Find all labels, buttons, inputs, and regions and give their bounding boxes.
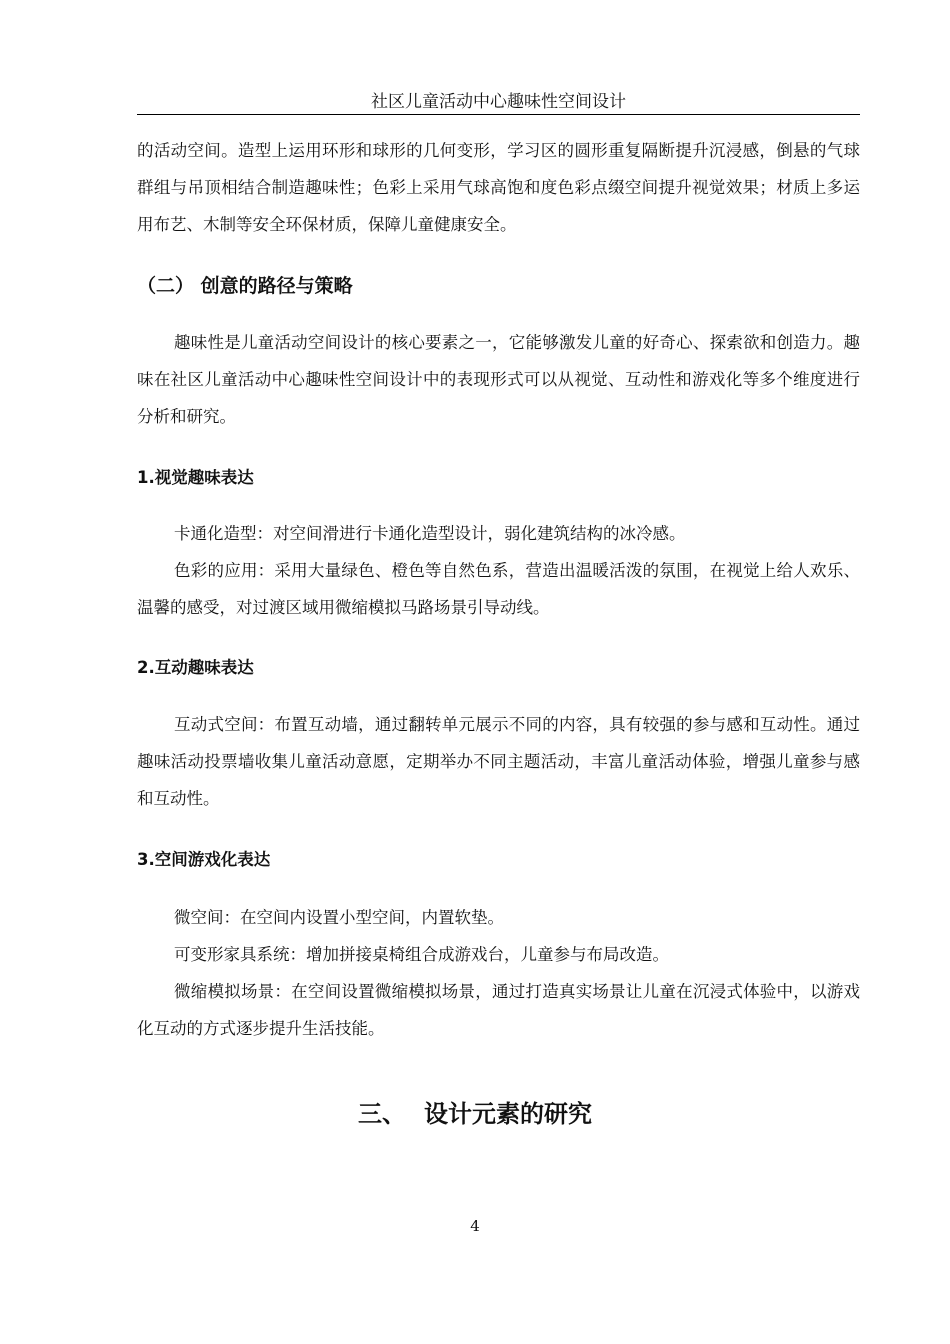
gamification-paragraph-1: 微空间：在空间内设置小型空间，内置软垫。 <box>174 908 504 927</box>
gamification-paragraph-3: 微缩模拟场景：在空间设置微缩模拟场景，通过打造真实场景让儿童在沉浸式体验中，以游戏化互动的方式逐步提升生活技能。 <box>137 982 860 1038</box>
subheading-interactive-fun: 2.互动趣味表达 <box>137 658 254 677</box>
chapter-heading <box>0 1098 950 1130</box>
chapter-title: 设计元素的研究 <box>424 1100 592 1128</box>
section-heading-2: （二） 创意的路径与策略 <box>137 275 353 297</box>
gamification-paragraph-2: 可变形家具系统：增加拼接桌椅组合成游戏台，儿童参与布局改造。 <box>174 945 669 964</box>
visual-fun-paragraph-1: 卡通化造型：对空间滑进行卡通化造型设计，弱化建筑结构的冰冷感。 <box>174 524 686 543</box>
subheading-visual-fun: 1.视觉趣味表达 <box>137 468 254 487</box>
running-header: 社区儿童活动中心趣味性空间设计 <box>371 92 626 112</box>
intro-paragraph: 的活动空间。造型上运用环形和球形的几何变形，学习区的圆形重复隔断提升沉浸感，倒悬的气球群组与吊顶相结合制造趣味性；色彩上采用气球高饱和度色彩点缀空间提升视觉效果；材质上多运用布艺、木制等安全环保材质，保障儿童健康安全。 <box>137 141 860 234</box>
subheading-gamification: 3.空间游戏化表达 <box>137 850 271 869</box>
visual-fun-paragraph-2: 色彩的应用：采用大量绿色、橙色等自然色系，营造出温暖活泼的氛围，在视觉上给人欢乐、温馨的感受，对过渡区域用微缩模拟马路场景引导动线。 <box>137 561 860 617</box>
chapter-number: 三、 <box>358 1100 406 1128</box>
section-2-paragraph: 趣味性是儿童活动空间设计的核心要素之一，它能够激发儿童的好奇心、探索欲和创造力。趣味在社区儿童活动中心趣味性空间设计中的表现形式可以从视觉、互动性和游戏化等多个维度进行分析和研究。 <box>137 333 860 426</box>
page-number: 4 <box>470 1217 480 1235</box>
header-rule <box>137 114 860 115</box>
interactive-fun-paragraph: 互动式空间：布置互动墙，通过翻转单元展示不同的内容，具有较强的参与感和互动性。通过趣味活动投票墙收集儿童活动意愿，定期举办不同主题活动，丰富儿童活动体验，增强儿童参与感和互动性。 <box>137 715 860 808</box>
